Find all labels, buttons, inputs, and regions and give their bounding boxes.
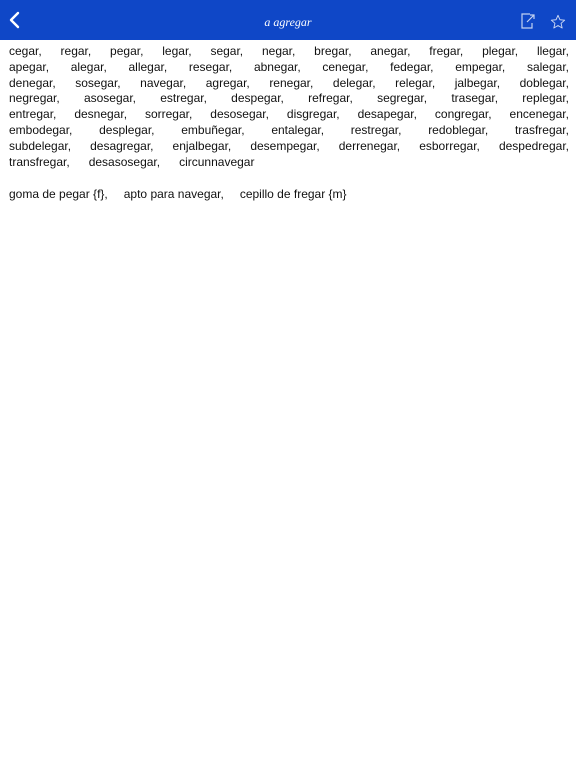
rhyme-word[interactable]: embuñegar, <box>181 122 245 137</box>
rhyme-row <box>9 91 569 107</box>
rhyme-word[interactable]: transfregar, <box>9 154 70 169</box>
share-icon <box>520 12 536 30</box>
rhyme-results <box>9 44 569 202</box>
rhyme-word[interactable]: despegar, <box>231 91 284 106</box>
phrase-item[interactable]: apto para navegar, <box>123 187 224 202</box>
rhyme-word[interactable]: desnegar, <box>74 107 128 122</box>
rhyme-word[interactable]: sosegar, <box>75 75 121 90</box>
rhyme-word[interactable]: desapegar, <box>357 107 417 122</box>
rhyme-word[interactable]: salegar, <box>526 59 569 74</box>
phrase-item[interactable]: goma de pegar {f}, <box>9 187 108 202</box>
rhyme-word[interactable]: cegar, <box>9 44 42 58</box>
rhyme-word[interactable]: encenegar, <box>509 107 569 122</box>
rhyme-word[interactable]: trasegar, <box>451 91 499 106</box>
rhyme-row <box>9 139 569 155</box>
rhyme-word[interactable]: navegar, <box>140 75 187 90</box>
rhyme-word[interactable]: negar, <box>261 44 296 58</box>
rhyme-word[interactable]: redoblegar, <box>428 122 489 137</box>
rhyme-row <box>9 60 569 76</box>
rhyme-word[interactable]: fedegar, <box>390 59 434 74</box>
star-outline-icon <box>550 14 566 30</box>
rhyme-word[interactable]: abnegar, <box>253 59 301 74</box>
rhyme-word[interactable]: estregar, <box>160 91 207 106</box>
rhyme-row <box>9 123 569 139</box>
rhyme-word[interactable]: segar, <box>210 44 244 58</box>
rhyme-word[interactable]: desplegar, <box>99 122 155 137</box>
rhyme-word[interactable]: asosegar, <box>83 91 136 106</box>
rhyme-word[interactable]: empegar, <box>455 59 506 74</box>
rhyme-word[interactable]: relegar, <box>395 75 436 90</box>
rhyme-word[interactable]: derrenegar, <box>338 138 401 153</box>
rhyme-word[interactable]: embodegar, <box>9 122 73 137</box>
rhyme-word[interactable]: entregar, <box>9 107 57 122</box>
rhyme-word[interactable]: fregar, <box>429 44 464 58</box>
rhyme-word-list <box>9 44 569 170</box>
rhyme-word[interactable]: legar, <box>162 44 192 58</box>
back-button[interactable] <box>0 0 30 40</box>
rhyme-word[interactable]: subdelegar, <box>9 138 72 153</box>
rhyme-word[interactable]: allegar, <box>128 59 168 74</box>
rhyme-word[interactable]: refregar, <box>308 91 353 106</box>
rhyme-word[interactable]: bregar, <box>314 44 352 58</box>
rhyme-word[interactable]: circunnavegar <box>179 154 255 169</box>
chevron-left-icon <box>9 11 21 29</box>
rhyme-word[interactable]: entalegar, <box>271 122 325 137</box>
page-title: a agregar <box>264 15 312 29</box>
rhyme-word[interactable]: pegar, <box>110 44 144 58</box>
rhyme-word[interactable]: replegar, <box>522 91 569 106</box>
share-button[interactable] <box>516 9 540 33</box>
rhyme-word[interactable]: segregar, <box>377 91 428 106</box>
rhyme-word[interactable]: regar, <box>60 44 92 58</box>
rhyme-word[interactable]: trasfregar, <box>514 122 569 137</box>
rhyme-word[interactable]: esborregar, <box>419 138 480 153</box>
rhyme-word[interactable]: negregar, <box>9 91 60 106</box>
rhyme-row <box>9 44 569 60</box>
phrase-item[interactable]: cepillo de fregar {m} <box>239 187 347 202</box>
favorite-button[interactable] <box>545 9 571 35</box>
rhyme-row <box>9 155 569 171</box>
rhyme-word[interactable]: desempegar, <box>250 138 320 153</box>
rhyme-word[interactable]: congregar, <box>434 107 492 122</box>
navigation-bar <box>0 0 576 40</box>
rhyme-word[interactable]: apegar, <box>9 59 50 74</box>
rhyme-word[interactable]: despedregar, <box>498 138 569 153</box>
rhyme-word[interactable]: cenegar, <box>322 59 369 74</box>
rhyme-row <box>9 76 569 92</box>
rhyme-word[interactable]: enjalbegar, <box>172 138 232 153</box>
rhyme-word[interactable]: jalbegar, <box>454 75 501 90</box>
rhyme-word[interactable]: denegar, <box>9 75 56 90</box>
rhyme-word[interactable]: renegar, <box>269 75 314 90</box>
rhyme-word[interactable]: agregar, <box>205 75 250 90</box>
rhyme-word[interactable]: resegar, <box>188 59 233 74</box>
rhyme-word[interactable]: desagregar, <box>90 138 154 153</box>
rhyme-word[interactable]: plegar, <box>482 44 519 58</box>
rhyme-word[interactable]: alegar, <box>70 59 107 74</box>
rhyme-row <box>9 107 569 123</box>
rhyme-word[interactable]: restregar, <box>350 122 402 137</box>
rhyme-word[interactable]: anegar, <box>370 44 411 58</box>
rhyme-word[interactable]: sorregar, <box>144 107 193 122</box>
rhyme-word[interactable]: disgregar, <box>286 107 340 122</box>
rhyme-word[interactable]: desosegar, <box>210 107 269 122</box>
rhyme-word[interactable]: desasosegar, <box>88 154 161 169</box>
phrase-list <box>9 186 569 202</box>
rhyme-word[interactable]: llegar, <box>536 44 569 58</box>
rhyme-word[interactable]: doblegar, <box>519 75 569 90</box>
rhyme-word[interactable]: delegar, <box>332 75 376 90</box>
